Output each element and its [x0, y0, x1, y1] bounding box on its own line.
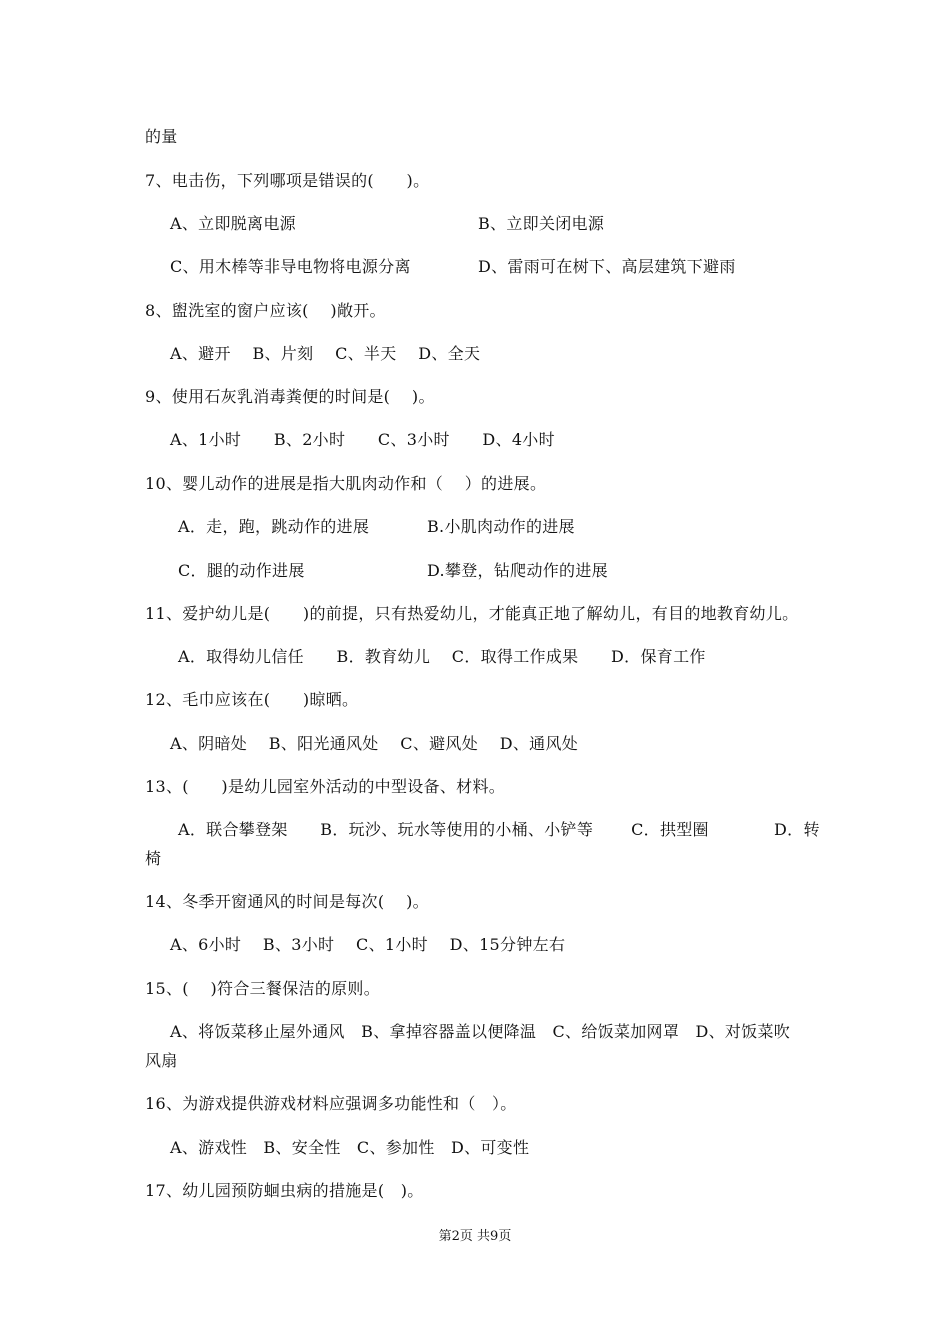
question-13: 13、( )是幼儿园室外活动的中型设备、材料。	[145, 777, 506, 796]
question-7-option-c: C、用木棒等非导电物将电源分离	[170, 257, 411, 276]
question-11: 11、爱护幼儿是( )的前提，只有热爱幼儿，才能真正地了解幼儿，有目的地教育幼儿。	[145, 604, 799, 623]
question-7-option-a: A、立即脱离电源	[170, 214, 296, 233]
question-10-option-d: D.攀登，钻爬动作的进展	[427, 561, 608, 580]
page-footer: 第2页 共9页	[438, 1229, 512, 1244]
question-16-options: A、游戏性 B、安全性 C、参加性 D、可变性	[170, 1138, 530, 1157]
continuation-text: 的量	[145, 127, 178, 146]
question-8: 8、盥洗室的窗户应该( )敞开。	[145, 301, 386, 320]
question-10-option-a: A．走，跑，跳动作的进展	[178, 517, 370, 536]
question-11-options: A．取得幼儿信任 B．教育幼儿 C．取得工作成果 D．保育工作	[178, 647, 706, 666]
question-10-option-b: B.小肌肉动作的进展	[427, 517, 575, 536]
question-13-options: A．联合攀登架 B．玩沙、玩水等使用的小桶、小铲等 C．拱型圈 D．转	[178, 820, 820, 839]
question-15: 15、( )符合三餐保洁的原则。	[145, 979, 381, 998]
question-12-options: A、阴暗处 B、阳光通风处 C、避风处 D、通风处	[170, 734, 579, 753]
question-9: 9、使用石灰乳消毒粪便的时间是( )。	[145, 387, 435, 406]
question-7: 7、电击伤，下列哪项是错误的( )。	[145, 171, 430, 190]
question-7-option-b: B、立即关闭电源	[478, 214, 605, 233]
question-12: 12、毛巾应该在( )晾晒。	[145, 690, 359, 709]
question-13-options-continued: 椅	[145, 849, 162, 868]
question-14-options: A、6小时 B、3小时 C、1小时 D、15分钟左右	[170, 935, 566, 954]
question-15-options-continued: 风扇	[145, 1051, 178, 1070]
question-8-options: A、避开 B、片刻 C、半天 D、全天	[170, 344, 481, 363]
question-7-option-d: D、雷雨可在树下、高层建筑下避雨	[478, 257, 736, 276]
question-14: 14、冬季开窗通风的时间是每次( )。	[145, 892, 429, 911]
question-9-options: A、1小时 B、2小时 C、3小时 D、4小时	[170, 430, 555, 449]
question-15-options: A、将饭菜移止屋外通风 B、拿掉容器盖以便降温 C、给饭菜加网罩 D、对饭菜吹	[170, 1022, 791, 1041]
question-10-option-c: C．腿的动作进展	[178, 561, 305, 580]
question-17: 17、幼儿园预防蛔虫病的措施是( )。	[145, 1181, 424, 1200]
question-16: 16、为游戏提供游戏材料应强调多功能性和（ ）。	[145, 1094, 517, 1113]
question-10: 10、婴儿动作的进展是指大肌肉动作和（ ）的进展。	[145, 474, 547, 493]
